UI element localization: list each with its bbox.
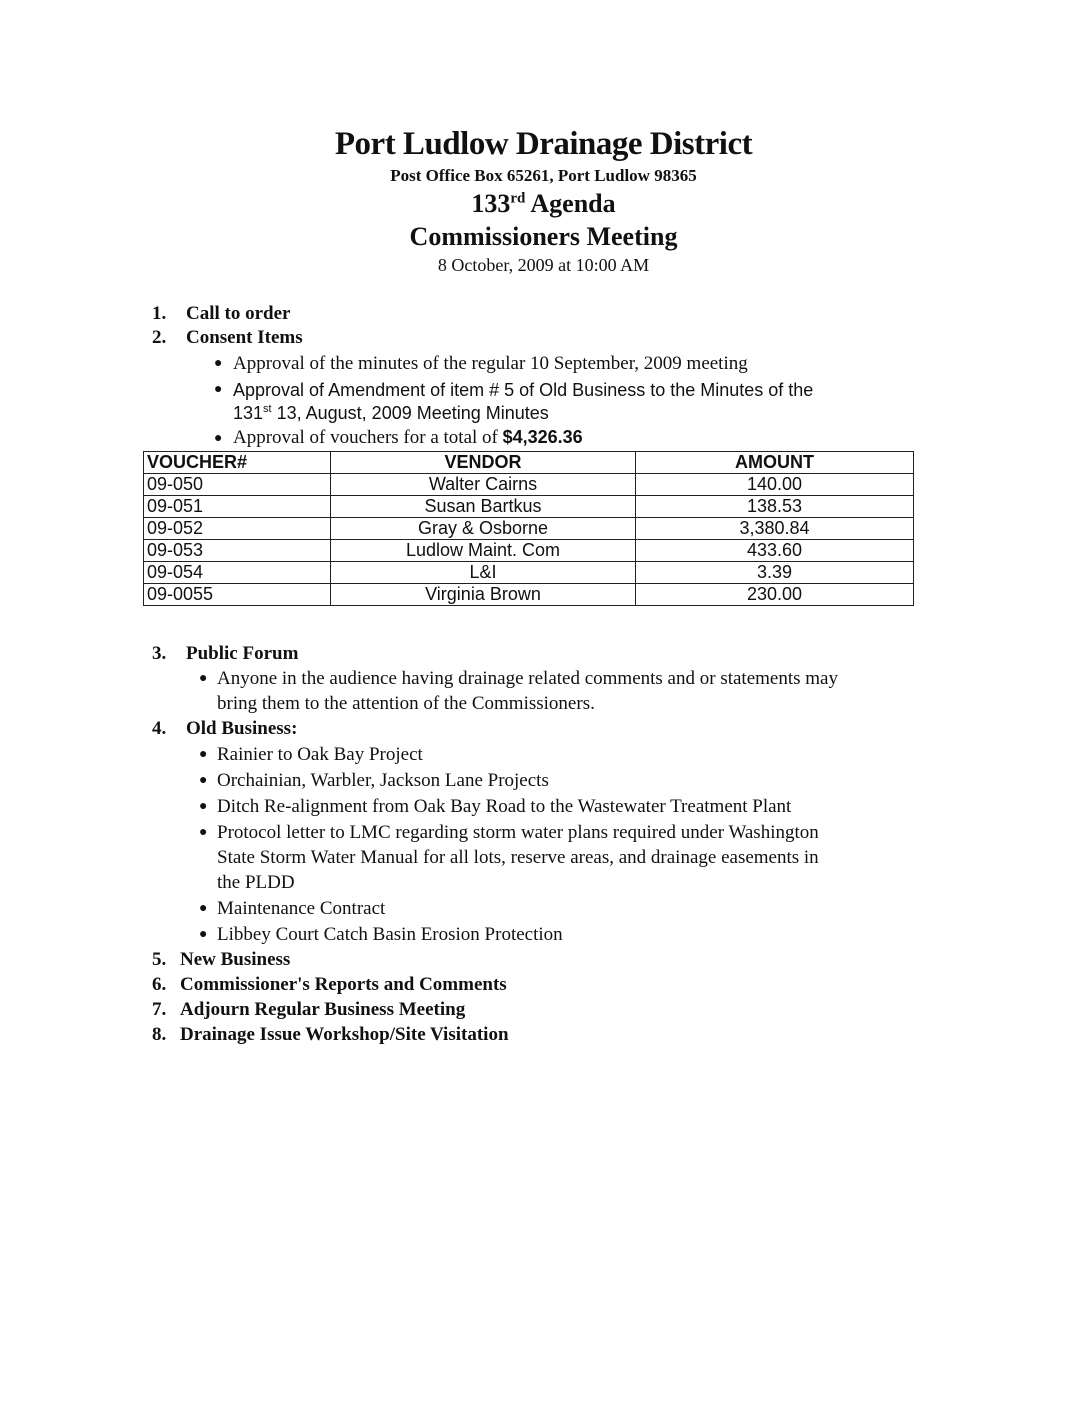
voucher-number: 09-053 [144,540,331,562]
bullet-icon: ● [214,382,223,397]
old-business-item: Orchainian, Warbler, Jackson Lane Projects [217,770,549,791]
header-vendor: VENDOR [331,452,636,474]
item-number: 4. [152,718,167,739]
amendment-rest: 13, August, 2009 Meeting Minutes [271,403,549,423]
amount: 138.53 [636,496,914,518]
item-new-business: New Business [180,949,291,970]
bullet-icon: ● [199,799,208,814]
item-consent-items: Consent Items [186,327,303,348]
old-business-item: Rainier to Oak Bay Project [217,744,423,765]
old-business-item: Protocol letter to LMC regarding storm water plans required under Washington [217,822,819,843]
bullet-icon: ● [214,431,223,446]
consent-minutes-approval: Approval of the minutes of the regular 10 September, 2009 meeting [233,353,748,374]
table-row [144,474,914,496]
item-number: 3. [152,643,167,664]
amendment-suffix: st [263,403,272,415]
bullet-icon: ● [199,901,208,916]
amount: 433.60 [636,540,914,562]
table-row [144,584,914,606]
item-commissioner-reports: Commissioner's Reports and Comments [180,974,507,995]
bullet-icon: ● [199,747,208,762]
bullet-icon: ● [199,927,208,942]
voucher-number: 09-051 [144,496,331,518]
old-business-item-line3: the PLDD [217,872,295,893]
amount: 3.39 [636,562,914,584]
old-business-item: Maintenance Contract [217,898,386,919]
voucher-table [143,451,914,606]
old-business-item: Libbey Court Catch Basin Erosion Protection [217,924,563,945]
old-business-item-line2: State Storm Water Manual for all lots, reserve areas, and drainage easements in [217,847,819,868]
item-number: 8. [152,1024,167,1045]
item-adjourn: Adjourn Regular Business Meeting [180,999,466,1020]
table-header-row [144,452,914,474]
item-old-business: Old Business: [186,718,298,739]
bullet-icon: ● [214,356,223,371]
voucher-total: $4,326.36 [502,427,583,447]
amount: 140.00 [636,474,914,496]
agenda-label: Agenda [530,189,616,218]
voucher-number: 09-054 [144,562,331,584]
bullet-icon: ● [199,825,208,840]
agenda-suffix: rd [510,190,526,207]
vendor: L&I [331,562,636,584]
meeting-title: Commissioners Meeting [409,222,678,251]
item-number: 2. [152,327,167,348]
item-call-to-order: Call to order [186,303,291,324]
vendor: Walter Cairns [331,474,636,496]
vouchers-text: Approval of vouchers for a total of [233,427,498,448]
item-number: 5. [152,949,167,970]
item-public-forum: Public Forum [186,643,299,664]
item-number: 1. [152,303,167,324]
public-forum-text: Anyone in the audience having drainage related comments and or statements may [217,668,838,689]
consent-vouchers-approval [233,427,583,449]
vendor: Gray & Osborne [331,518,636,540]
old-business-item: Ditch Re-alignment from Oak Bay Road to the Wastewater Treatment Plant [217,796,792,817]
amount: 3,380.84 [636,518,914,540]
table-row [144,496,914,518]
header-amount: AMOUNT [636,452,914,474]
item-workshop: Drainage Issue Workshop/Site Visitation [180,1024,509,1045]
agenda-heading [0,189,1087,219]
document-title: Port Ludlow Drainage District [334,126,753,162]
address: Post Office Box 65261, Port Ludlow 98365 [390,166,697,185]
consent-amendment-approval: Approval of Amendment of item # 5 of Old Business to the Minutes of the [233,380,814,400]
amendment-meeting-number: 131 [233,403,264,423]
agenda-number: 133 [471,189,511,218]
voucher-number: 09-052 [144,518,331,540]
item-number: 7. [152,999,167,1020]
table-row [144,562,914,584]
voucher-number: 09-0055 [144,584,331,606]
amount: 230.00 [636,584,914,606]
public-forum-text-line2: bring them to the attention of the Commissioners. [217,693,595,714]
header-voucher: VOUCHER# [144,452,331,474]
table-row [144,518,914,540]
bullet-icon: ● [199,773,208,788]
vendor: Ludlow Maint. Com [331,540,636,562]
meeting-datetime: 8 October, 2009 at 10:00 AM [437,255,650,275]
voucher-number: 09-050 [144,474,331,496]
table-row [144,540,914,562]
vendor: Susan Bartkus [331,496,636,518]
vendor: Virginia Brown [331,584,636,606]
item-number: 6. [152,974,167,995]
consent-amendment-line2 [233,403,549,424]
bullet-icon: ● [199,671,208,686]
